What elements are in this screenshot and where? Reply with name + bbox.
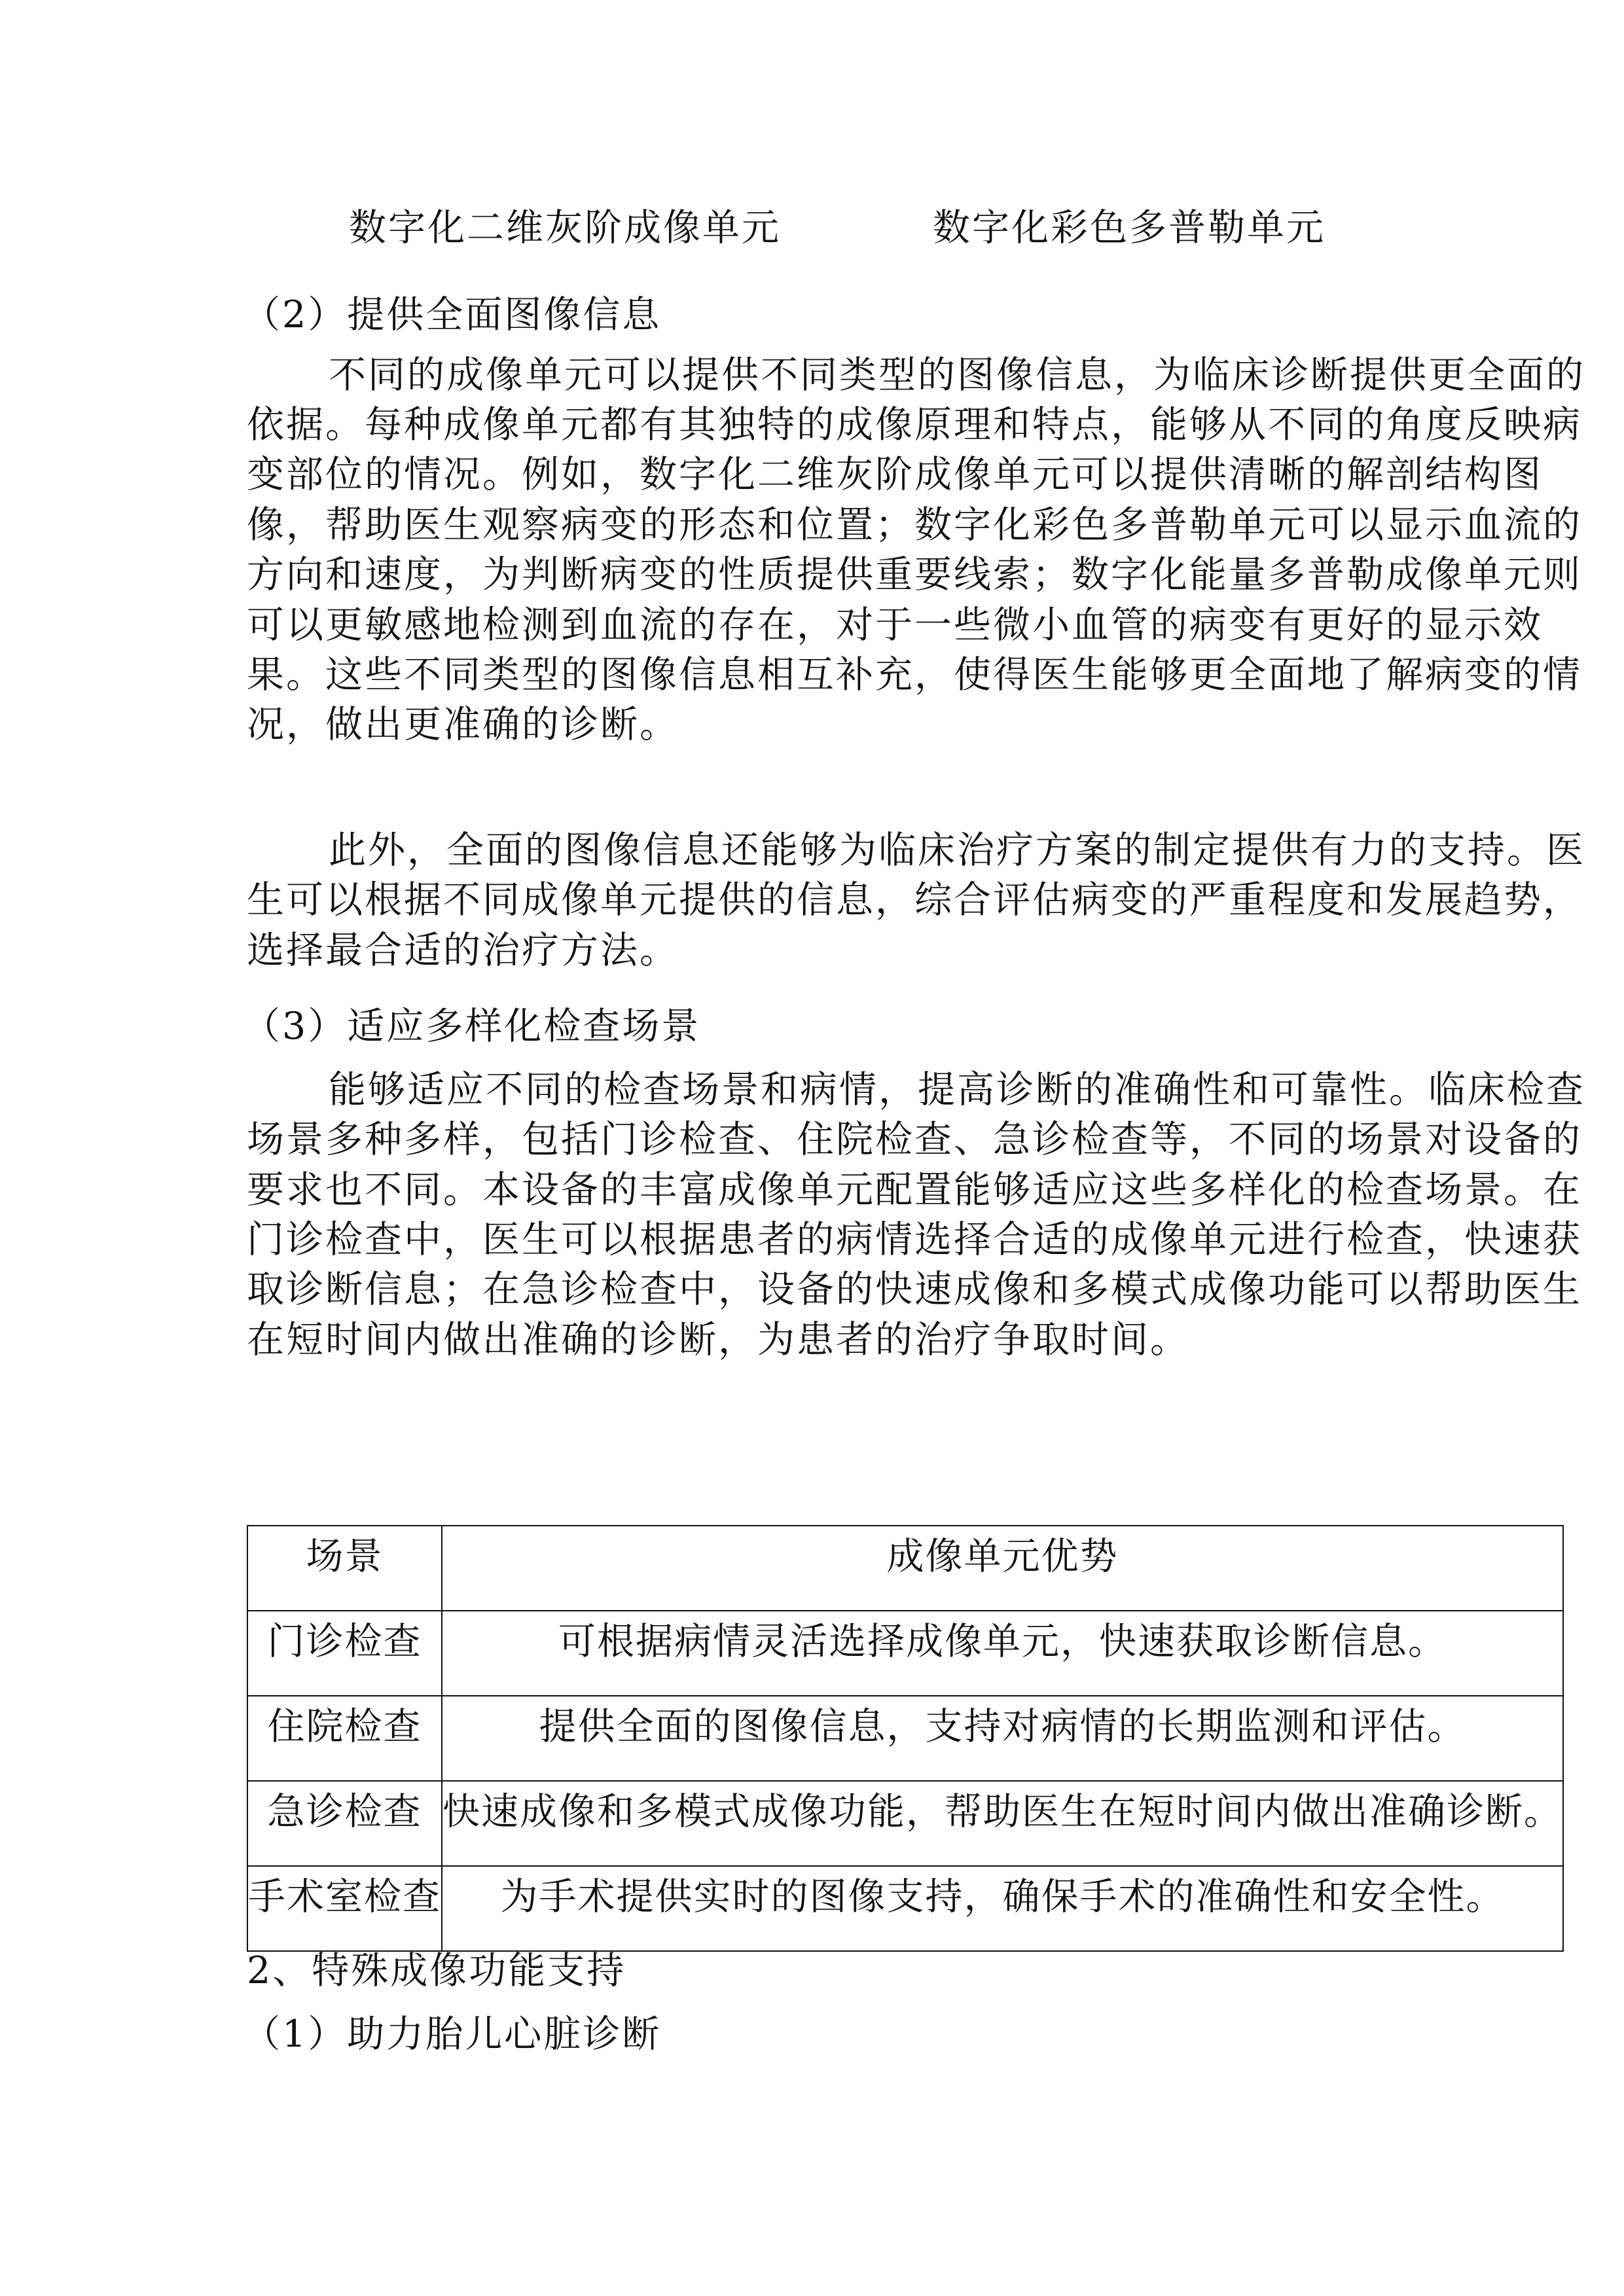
text-line: 方向和速度，为判断病变的性质提供重要线索；数字化能量多普勒成像单元则 (247, 553, 1582, 596)
table-row (247, 1696, 1563, 1781)
text-line: 不同的成像单元可以提供不同类型的图像信息，为临床诊断提供更全面的 (329, 353, 1585, 397)
subsection-heading: （1）助力胎儿心脏诊断 (243, 2013, 662, 2056)
figure-caption-grayscale: 数字化二维灰阶成像单元 (349, 206, 781, 249)
text-line: 像，帮助医生观察病变的形态和位置；数字化彩色多普勒单元可以显示血流的 (247, 503, 1582, 547)
table-cell-advantage: 提供全面的图像信息，支持对病情的长期监测和评估。 (442, 1696, 1563, 1781)
table-cell-scenario: 急诊检查 (247, 1781, 442, 1866)
table-header-cell: 成像单元优势 (442, 1526, 1563, 1611)
text-line: 取诊断信息；在急诊检查中，设备的快速成像和多模式成像功能可以帮助医生 (247, 1268, 1582, 1311)
table-header-row (247, 1526, 1563, 1611)
text-line: 生可以根据不同成像单元提供的信息，综合评估病变的严重程度和发展趋势， (247, 878, 1582, 922)
table-row (247, 1781, 1563, 1866)
text-line: 门诊检查中，医生可以根据患者的病情选择合适的成像单元进行检查，快速获 (247, 1218, 1582, 1261)
table-cell-scenario: 门诊检查 (247, 1611, 442, 1696)
text-line: 果。这些不同类型的图像信息相互补充，使得医生能够更全面地了解病变的情 (247, 653, 1582, 696)
text-line: 变部位的情况。例如，数字化二维灰阶成像单元可以提供清晰的解剖结构图 (247, 453, 1543, 496)
text-line: 要求也不同。本设备的丰富成像单元配置能够适应这些多样化的检查场景。在 (247, 1168, 1582, 1211)
section-heading: （2）提供全面图像信息 (243, 293, 662, 336)
figure-caption-color-doppler: 数字化彩色多普勒单元 (933, 206, 1326, 249)
table-cell-advantage: 为手术提供实时的图像支持，确保手术的准确性和安全性。 (442, 1866, 1563, 1951)
text-line: 能够适应不同的检查场景和病情，提高诊断的准确性和可靠性。临床检查 (329, 1068, 1585, 1111)
table-cell-scenario: 住院检查 (247, 1696, 442, 1781)
table-row (247, 1866, 1563, 1951)
text-line: 在短时间内做出准确的诊断，为患者的治疗争取时间。 (247, 1318, 1189, 1361)
text-line: 场景多种多样，包括门诊检查、住院检查、急诊检查等，不同的场景对设备的 (247, 1118, 1582, 1161)
text-line: 依据。每种成像单元都有其独特的成像原理和特点，能够从不同的角度反映病 (247, 403, 1582, 446)
text-line: 可以更敏感地检测到血流的存在，对于一些微小血管的病变有更好的显示效 (247, 603, 1543, 647)
section-heading: 2、特殊成像功能支持 (247, 1949, 626, 1992)
table-row (247, 1611, 1563, 1696)
table-cell-scenario: 手术室检查 (247, 1866, 442, 1951)
section-heading: （3）适应多样化检查场景 (243, 1005, 701, 1048)
table-cell-advantage: 快速成像和多模式成像功能，帮助医生在短时间内做出准确诊断。 (442, 1781, 1563, 1866)
text-line: 选择最合适的治疗方法。 (247, 929, 679, 972)
table-cell-advantage: 可根据病情灵活选择成像单元，快速获取诊断信息。 (442, 1611, 1563, 1696)
scenario-table (247, 1525, 1564, 1952)
text-line: 况，做出更准确的诊断。 (247, 703, 679, 746)
text-line: 此外，全面的图像信息还能够为临床治疗方案的制定提供有力的支持。医 (329, 829, 1585, 872)
table-header-cell: 场景 (247, 1526, 442, 1611)
